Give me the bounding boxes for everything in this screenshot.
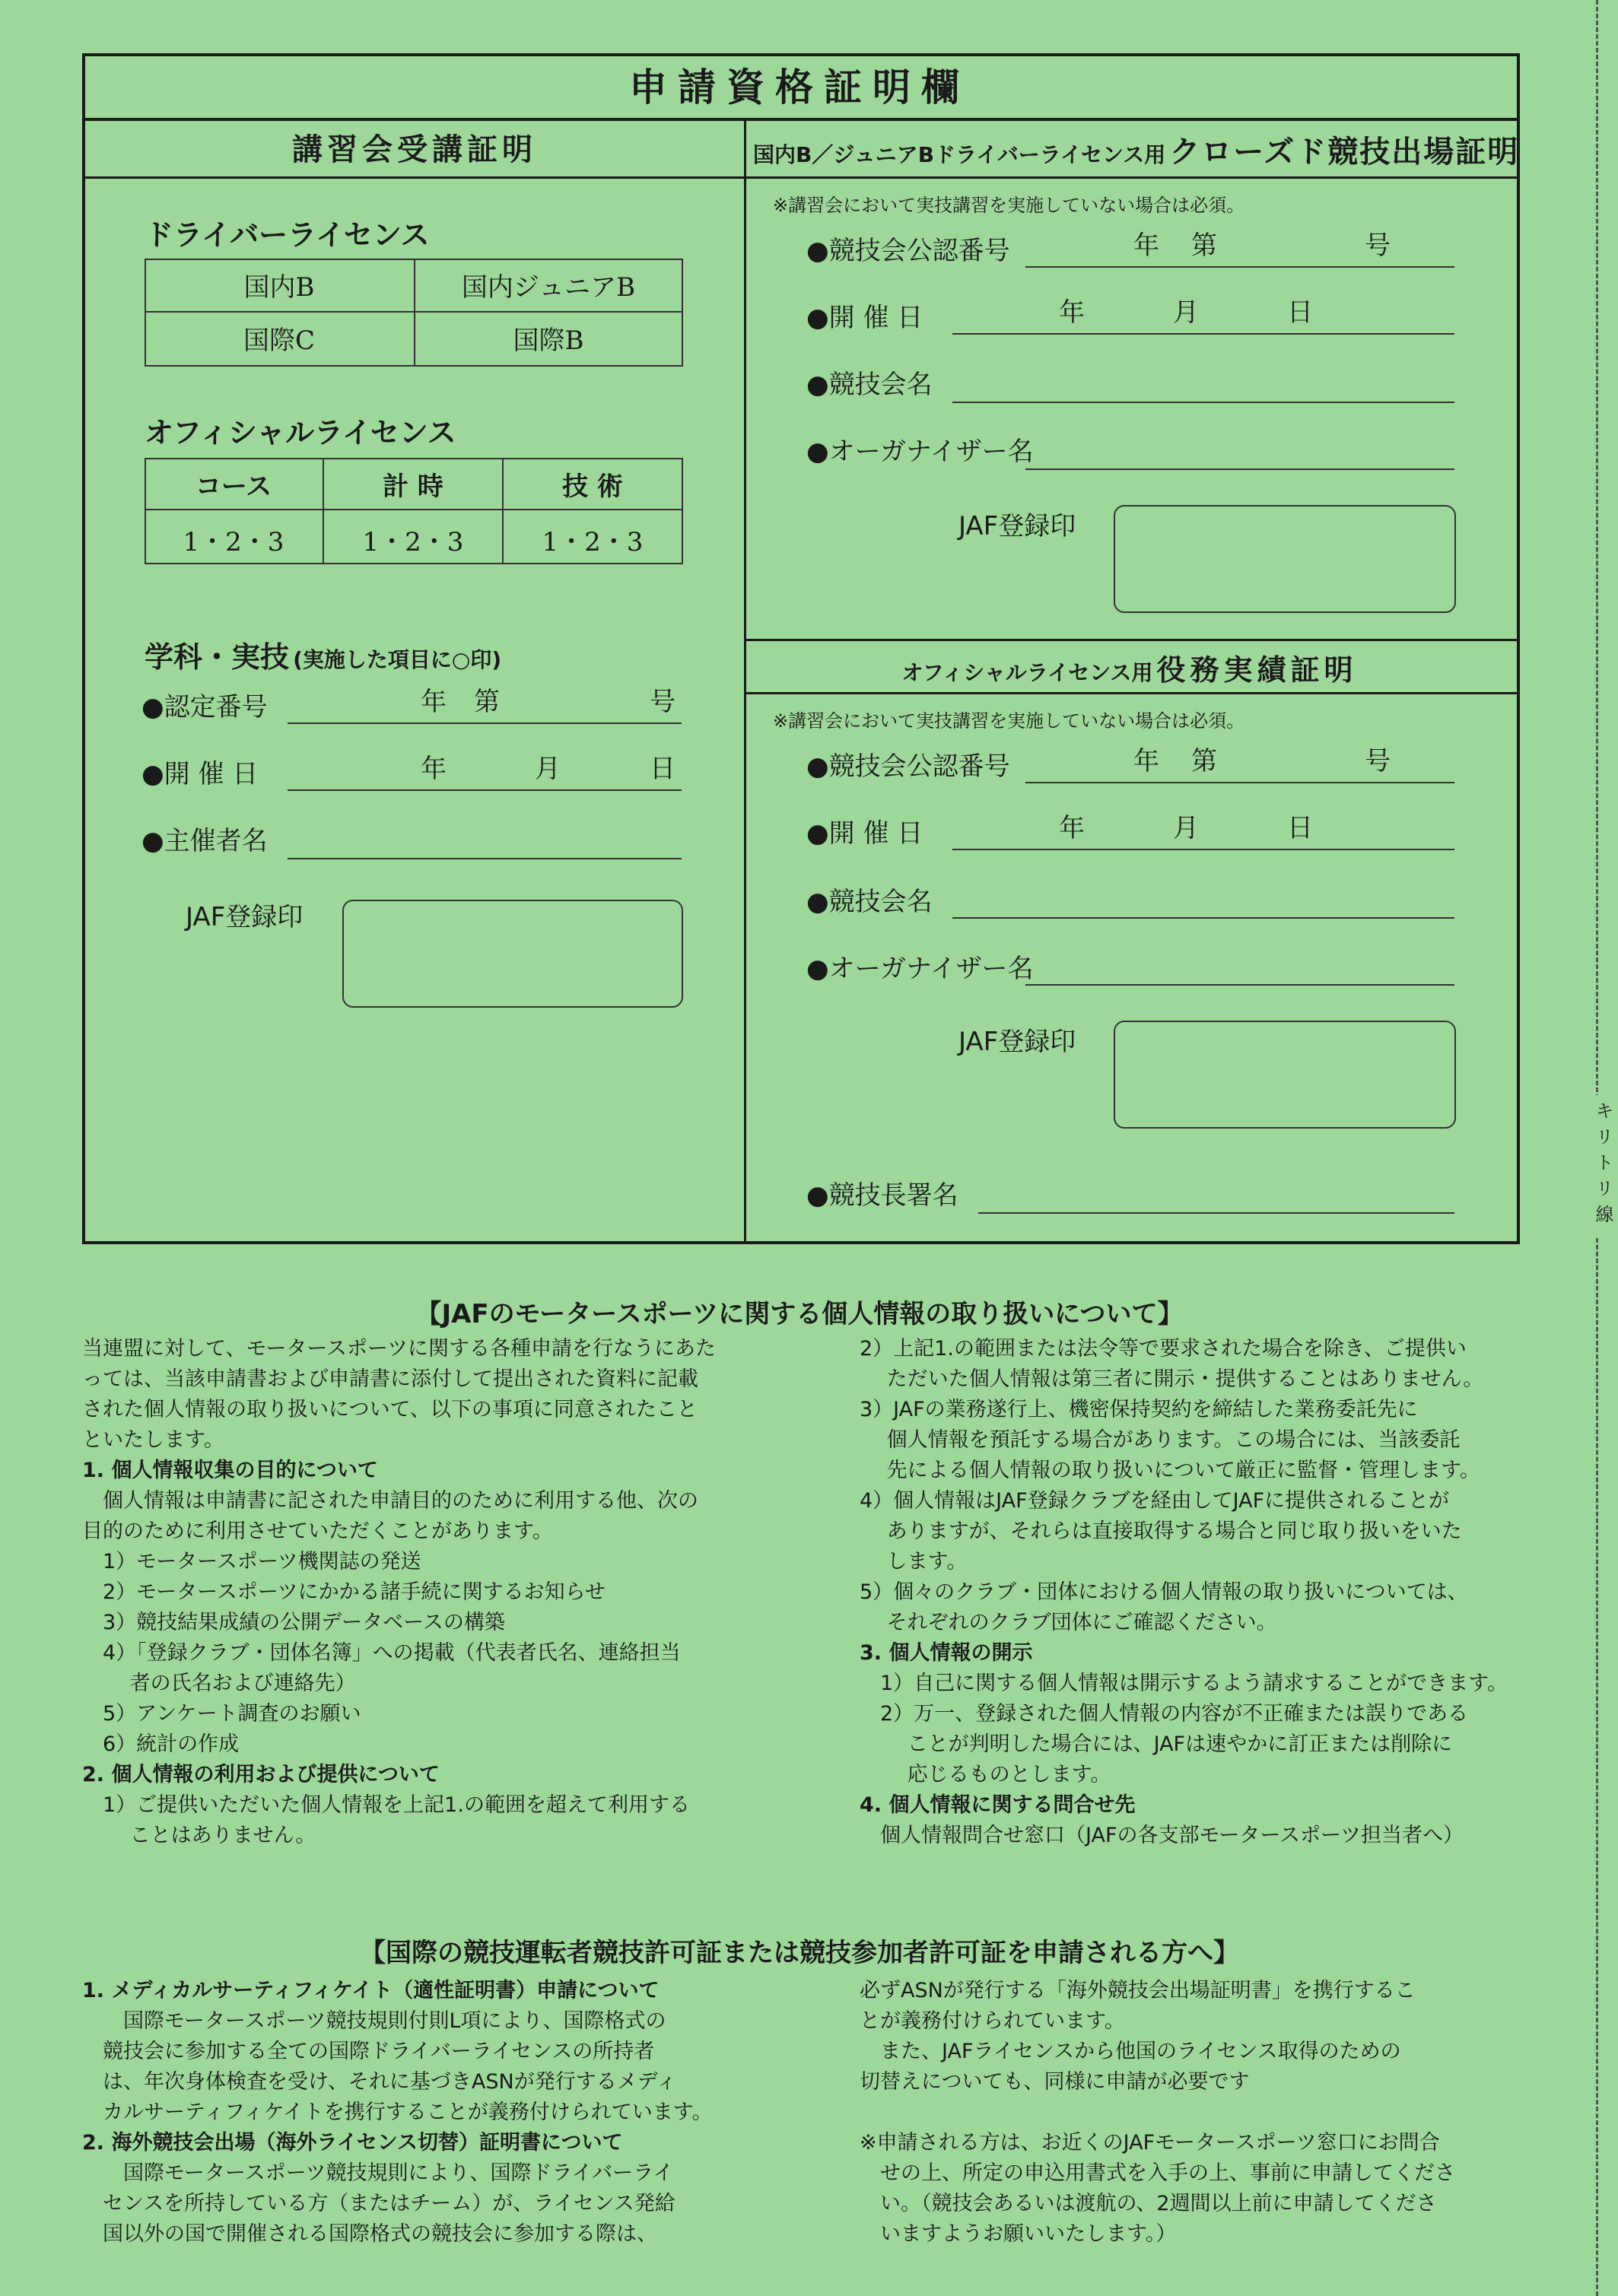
text-line: 2）上記1.の範囲または法令等で要求された場合を除き、ご提供い	[860, 1337, 1467, 1361]
driver-license-heading: ドライバーライセンス	[145, 218, 430, 252]
text-line: 1）自己に関する個人情報は開示するよう請求することができます。	[860, 1672, 1508, 1695]
left-date-label: ●開 催 日	[141, 759, 259, 789]
text-line: 1）ご提供いただいた個人情報を上記1.の範囲を超えて利用する	[82, 1793, 690, 1817]
text-line: します。	[860, 1550, 968, 1574]
cert-no: 第	[474, 687, 500, 717]
ol-header-course: コース	[195, 472, 272, 502]
text-line: 4）「登録クラブ・団体名簿」への掲載（代表者氏名、連絡担当	[82, 1641, 681, 1665]
privacy-left-column	[82, 1334, 716, 1851]
text-line: い。（競技会あるいは渡航の、2週間以上前に申請してくださ	[860, 2192, 1437, 2215]
text-line: といたします。	[82, 1428, 224, 1452]
rb-date-y: 年	[1059, 813, 1085, 843]
rb-stamp-box[interactable]	[1114, 1021, 1456, 1129]
text-line: ことはありません。	[82, 1824, 316, 1847]
left-header: 講習会受講証明	[292, 132, 537, 167]
cert-year: 年	[421, 687, 447, 717]
text-line	[860, 2098, 1455, 2128]
text-line: 競技会に参加する全ての国際ドライバーライセンスの所持者	[82, 2040, 655, 2063]
text-line: 2）万一、登録された個人情報の内容が不正確または誤りである	[860, 1702, 1469, 1726]
rb-event-field[interactable]	[952, 876, 1454, 919]
left-date-m: 月	[535, 754, 561, 784]
rt-date-d: 日	[1287, 297, 1313, 328]
text-line: 1. メディカルサーティフィケイト（適性証明書）申請について	[82, 1979, 660, 2002]
text-line: 4. 個人情報に関する問合せ先	[860, 1793, 1136, 1817]
rb-approval-field[interactable]	[1025, 741, 1454, 783]
text-line: 国以外の国で開催される国際格式の競技会に参加する際は、	[82, 2222, 657, 2246]
rt-event-label: ●競技会名	[806, 370, 933, 400]
left-stamp-box[interactable]	[342, 900, 683, 1008]
right-top-header	[753, 128, 1520, 171]
dl-cell-kokusai-b: 国際B	[513, 326, 584, 356]
text-line: ありますが、それらは直接取得する場合と同じ取り扱いをいた	[860, 1520, 1462, 1543]
header-divider	[82, 176, 1517, 179]
privacy-title: 【JAFのモータースポーツに関する個人情報の取り扱いについて】	[415, 1299, 1184, 1329]
rt-date-y: 年	[1059, 297, 1085, 328]
text-line: せの上、所定の申込用書式を入手の上、事前に申請してくださ	[860, 2161, 1455, 2185]
rt-organizer-field[interactable]	[1025, 427, 1454, 470]
text-line: 個人情報問合せ窓口（JAFの各支部モータースポーツ担当者へ）	[860, 1824, 1464, 1847]
right-bottom-header	[745, 646, 1514, 688]
organizer-field[interactable]	[288, 817, 682, 859]
rb-approval-no: 第	[1191, 746, 1217, 776]
rt-approval-year: 年	[1133, 230, 1159, 261]
study-heading-note: (実施した項目に○印)	[293, 647, 502, 672]
rb-note: ※講習会において実技講習を実施していない場合は必須。	[773, 710, 1245, 732]
text-line: 必ずASNが発行する「海外競技会出場証明書」を携行するこ	[860, 1979, 1416, 2002]
intl-title: 【国際の競技運転者競技許可証または競技参加者許可証を申請される方へ】	[360, 1938, 1239, 1968]
text-line: ※申請される方は、お近くのJAFモータースポーツ窓口にお問合	[860, 2131, 1440, 2155]
dl-cell-kokusai-c: 国際C	[243, 326, 315, 356]
text-line: された個人情報の取り扱いについて、以下の事項に同意されたこと	[82, 1398, 698, 1421]
text-line: 5）アンケート調査のお願い	[82, 1702, 361, 1726]
rb-organizer-label: ●オーガナイザー名	[806, 954, 1034, 984]
rb-organizer-field[interactable]	[1025, 943, 1454, 986]
cut-line-label: キリトリ線	[1590, 1095, 1616, 1237]
text-line: カルサーティフィケイトを携行することが義務付けられています。	[82, 2101, 713, 2124]
text-line: 2. 個人情報の利用および提供について	[82, 1763, 440, 1786]
rt-note: ※講習会において実技講習を実施していない場合は必須。	[773, 195, 1245, 216]
rt-event-field[interactable]	[952, 360, 1454, 403]
rb-date-label: ●開 催 日	[806, 818, 923, 849]
text-line: とが義務付けられています。	[860, 2009, 1125, 2033]
rb-top-divider	[745, 639, 1517, 641]
rb-approval-go: 号	[1365, 746, 1391, 776]
left-stamp-label: JAF登録印	[186, 902, 304, 932]
rt-organizer-label: ●オーガナイザー名	[806, 437, 1034, 467]
study-heading-text: 学科・実技	[145, 640, 290, 674]
text-line: 6）統計の作成	[82, 1732, 240, 1756]
text-line: 2. 海外競技会出場（海外ライセンス切替）証明書について	[82, 2131, 623, 2155]
text-line: 3）競技結果成績の公開データベースの構築	[82, 1611, 505, 1634]
text-line: 先による個人情報の取り扱いについて厳正に監督・管理します。	[860, 1459, 1480, 1482]
rt-date-label: ●開 催 日	[806, 303, 923, 333]
text-line: っては、当該申請書および申請書に添付して提出された資料に記載	[82, 1367, 698, 1391]
text-line: 2）モータースポーツにかかる諸手続に関するお知らせ	[82, 1580, 606, 1604]
rt-stamp-label: JAF登録印	[958, 511, 1076, 541]
text-line: 目的のために利用させていただくことがあります。	[82, 1520, 553, 1543]
rt-date-field[interactable]	[952, 292, 1454, 335]
left-date-d: 日	[650, 754, 675, 784]
text-line: ことが判明した場合には、JAFは速やかに訂正または削除に	[860, 1732, 1453, 1756]
intl-left-column	[82, 1976, 713, 2250]
rt-approval-label: ●競技会公認番号	[806, 236, 1010, 266]
text-line: 応じるものとします。	[860, 1763, 1111, 1786]
text-line: それぞれのクラブ団体にご確認ください。	[860, 1611, 1277, 1634]
rb-stamp-label: JAF登録印	[958, 1027, 1076, 1057]
form-title: 申請資格証明欄	[629, 65, 970, 110]
rb-header-divider	[745, 692, 1517, 694]
text-line: また、JAFライセンスから他国のライセンス取得のための	[860, 2040, 1401, 2063]
rb-event-label: ●競技会名	[806, 887, 933, 917]
official-license-heading: オフィシャルライセンス	[145, 416, 456, 449]
text-line: ただいた個人情報は第三者に開示・提供することはありません。	[860, 1367, 1484, 1391]
dl-cell-kokunai-junior-b: 国内ジュニアB	[461, 272, 636, 303]
ol-header-tech: 技 術	[562, 472, 623, 502]
text-line: 3）JAFの業務遂行上、機密保持契約を締結した業務委託先に	[860, 1398, 1418, 1421]
dl-hline	[145, 311, 682, 313]
dl-cell-kokunai-b: 国内B	[243, 272, 315, 303]
right-top-header-big: クローズド競技出場証明	[1169, 135, 1520, 170]
rt-approval-no: 第	[1191, 230, 1217, 261]
rb-approval-label: ●競技会公認番号	[806, 751, 1010, 782]
text-line: 個人情報は申請書に記された申請目的のために利用する他、次の	[82, 1489, 698, 1513]
ol-value-tech[interactable]: 1・2・3	[542, 527, 644, 557]
intl-right-column	[860, 1976, 1455, 2250]
text-line: 個人情報を預託する場合があります。この場合には、当該委託	[860, 1428, 1461, 1452]
cert-go: 号	[650, 687, 675, 717]
right-top-header-small: 国内B／ジュニアBドライバーライセンス用	[753, 142, 1166, 167]
rb-chief-label: ●競技長署名	[806, 1180, 958, 1211]
text-line: 当連盟に対して、モータースポーツに関する各種申請を行なうにあた	[82, 1337, 716, 1361]
study-heading	[145, 634, 501, 675]
text-line: 1）モータースポーツ機関誌の発送	[82, 1550, 421, 1574]
rb-header-big: 役務実績証明	[1156, 653, 1358, 687]
text-line: センスを所持している方（またはチーム）が、ライセンス発給	[82, 2192, 675, 2215]
ol-value-course[interactable]: 1・2・3	[183, 527, 285, 557]
organizer-label: ●主催者名	[141, 826, 268, 856]
cert-label: ●認定番号	[141, 692, 268, 722]
rb-date-field[interactable]	[952, 808, 1454, 850]
ol-value-timing[interactable]: 1・2・3	[362, 527, 464, 557]
text-line: 5）個々のクラブ・団体における個人情報の取り扱いについては、	[860, 1580, 1468, 1604]
text-line: 国際モータースポーツ競技規則により、国際ドライバーライ	[82, 2161, 674, 2185]
rb-header-small: オフィシャルライセンス用	[901, 660, 1153, 685]
rt-stamp-box[interactable]	[1114, 505, 1456, 613]
text-line: 1. 個人情報収集の目的について	[82, 1459, 378, 1482]
rt-date-m: 月	[1173, 297, 1199, 328]
left-date-y: 年	[421, 754, 447, 784]
ol-hline	[145, 509, 682, 510]
rb-approval-year: 年	[1133, 746, 1159, 776]
rb-chief-field[interactable]	[978, 1171, 1454, 1214]
title-divider	[82, 118, 1517, 121]
text-line: は、年次身体検査を受け、それに基づきASNが発行するメディ	[82, 2070, 677, 2094]
text-line: 3. 個人情報の開示	[860, 1641, 1033, 1665]
left-date-field[interactable]	[288, 748, 682, 791]
rt-approval-field[interactable]	[1025, 225, 1454, 268]
rb-date-m: 月	[1173, 813, 1199, 843]
text-line: 4）個人情報はJAF登録クラブを経由してJAFに提供されることが	[860, 1489, 1450, 1513]
text-line: 者の氏名および連絡先）	[82, 1672, 356, 1695]
ol-header-timing: 計 時	[383, 472, 443, 502]
privacy-right-column	[860, 1334, 1508, 1851]
rb-date-d: 日	[1287, 813, 1313, 843]
cert-field[interactable]	[288, 681, 682, 724]
text-line: いますようお願いいたします。）	[860, 2222, 1177, 2246]
text-line: 切替えについても、同様に申請が必要です	[860, 2070, 1250, 2094]
rt-approval-go: 号	[1365, 230, 1391, 261]
text-line: 国際モータースポーツ競技規則付則L項により、国際格式の	[82, 2009, 666, 2033]
